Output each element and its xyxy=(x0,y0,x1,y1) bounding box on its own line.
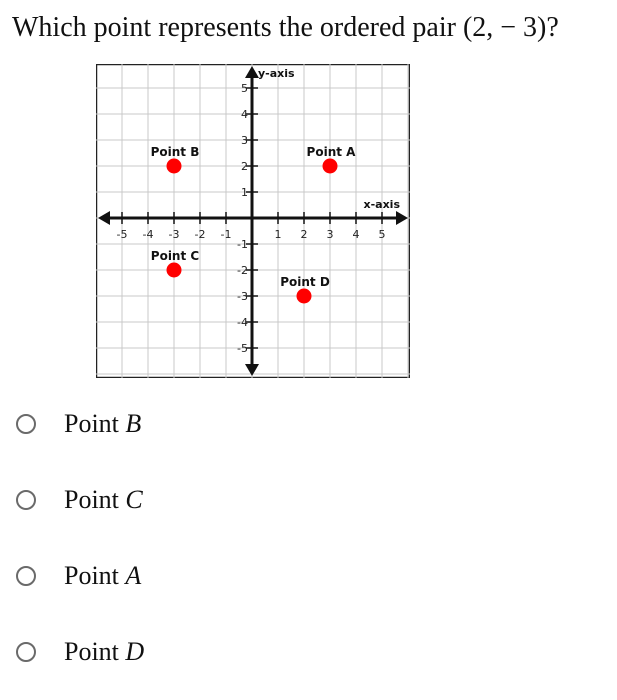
point-c-label: Point C xyxy=(150,249,200,263)
point-a-marker xyxy=(323,159,338,174)
option-point-c[interactable] xyxy=(16,480,143,520)
option-point-b[interactable] xyxy=(16,404,141,444)
y-tick-label: -4 xyxy=(237,316,248,329)
point-b-marker xyxy=(167,159,182,174)
y-tick-label: 4 xyxy=(241,108,248,121)
option-point-d[interactable] xyxy=(16,632,144,672)
question-text: Which point represents the ordered pair (2, − 3)? xyxy=(12,12,559,43)
radio-circle-icon[interactable] xyxy=(16,490,36,510)
option-label: Point C xyxy=(64,485,143,514)
point-c-marker xyxy=(167,263,182,278)
y-tick-label: -1 xyxy=(237,238,248,251)
x-tick-label: -1 xyxy=(220,228,232,241)
x-tick-label: -3 xyxy=(168,228,180,241)
x-axis-label: x-axis xyxy=(363,198,400,211)
x-tick-label: 4 xyxy=(352,228,360,241)
point-b-label: Point B xyxy=(150,145,200,159)
y-tick-label: 5 xyxy=(241,82,248,95)
y-tick-label: -5 xyxy=(237,342,248,355)
y-tick-label: -3 xyxy=(237,290,248,303)
radio-circle-icon[interactable] xyxy=(16,414,36,434)
x-tick-label: 5 xyxy=(378,228,386,241)
option-label: Point A xyxy=(64,561,142,590)
option-label: Point D xyxy=(64,637,145,666)
radio-circle-icon[interactable] xyxy=(16,642,36,662)
point-d-marker xyxy=(297,289,312,304)
point-a-label: Point A xyxy=(306,145,356,159)
option-label: Point B xyxy=(64,409,142,438)
option-point-a[interactable] xyxy=(16,556,141,596)
y-tick-label: 3 xyxy=(241,134,248,147)
radio-circle-icon[interactable] xyxy=(16,566,36,586)
point-d-label: Point D xyxy=(280,275,330,289)
y-tick-label: 2 xyxy=(241,160,248,173)
x-tick-label: -4 xyxy=(142,228,154,241)
y-axis-label: y-axis xyxy=(258,67,295,80)
x-tick-label: 3 xyxy=(326,228,334,241)
x-tick-label: -5 xyxy=(116,228,128,241)
x-tick-label: 2 xyxy=(300,228,308,241)
coordinate-graph xyxy=(96,64,410,378)
x-tick-label: -2 xyxy=(194,228,206,241)
x-tick-label: 1 xyxy=(274,228,282,241)
y-tick-label: 1 xyxy=(241,186,248,199)
y-tick-label: -2 xyxy=(237,264,248,277)
